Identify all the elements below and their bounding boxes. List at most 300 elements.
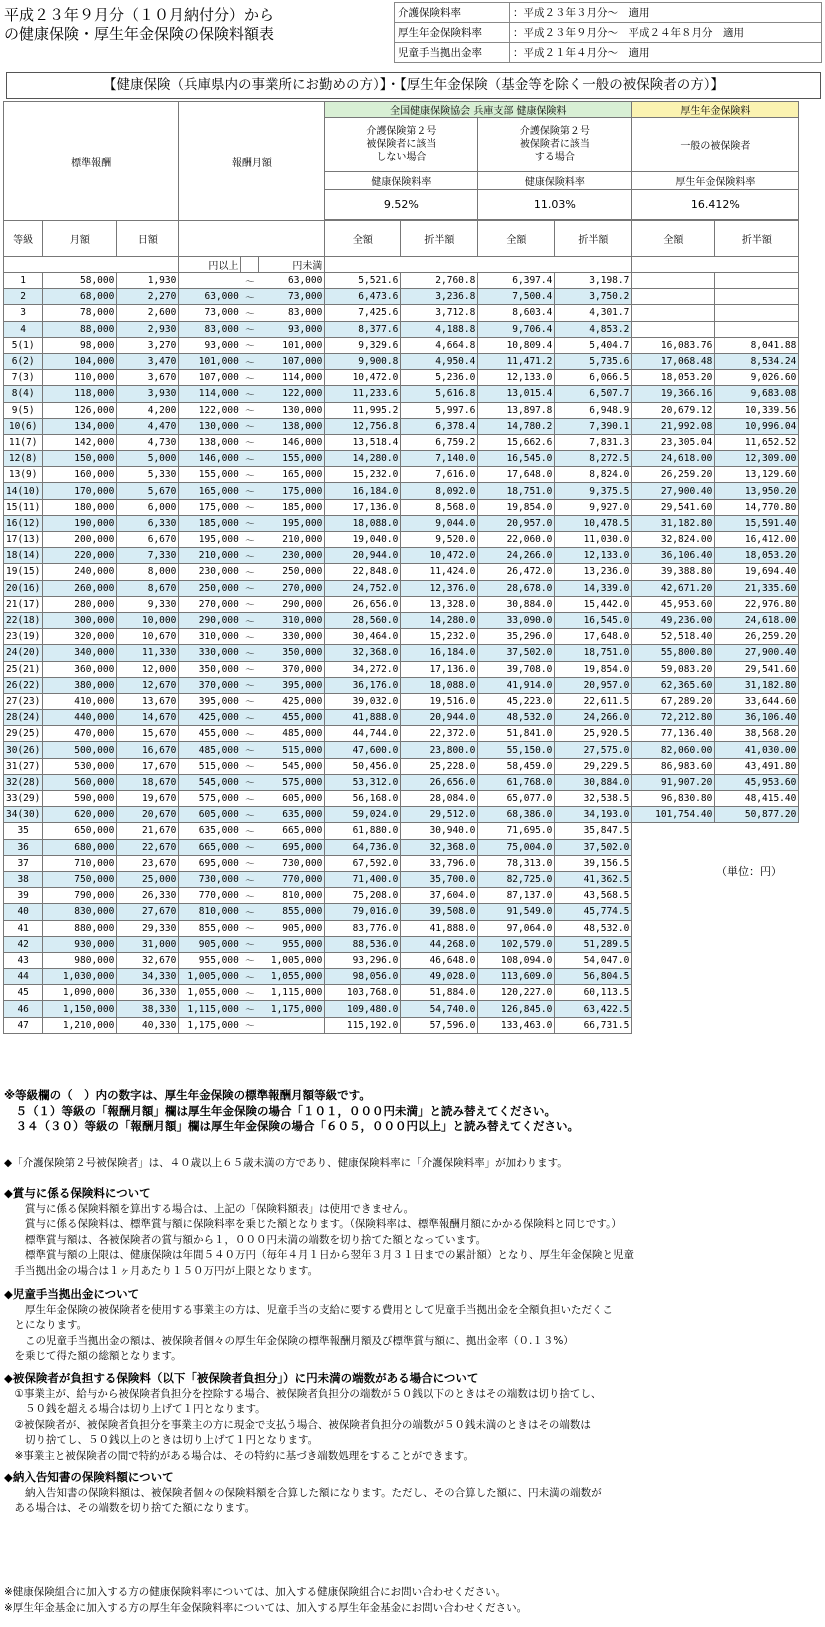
cell-tokyu: 36 bbox=[4, 839, 43, 855]
table-row bbox=[4, 499, 799, 515]
table-row bbox=[4, 871, 799, 887]
cell-zengaku-no: 93,296.0 bbox=[325, 952, 401, 968]
table-row bbox=[4, 1001, 799, 1017]
cell-zengaku-yes: 91,549.0 bbox=[478, 904, 555, 920]
cell-sehan-no: 54,740.0 bbox=[401, 1001, 478, 1017]
cell-nichigaku: 7,330 bbox=[117, 548, 179, 564]
cell-kosei-none bbox=[715, 823, 799, 839]
cell-zengaku-no: 88,536.0 bbox=[325, 936, 401, 952]
cell-sehan-no: 23,800.0 bbox=[401, 742, 478, 758]
cell-kosei-none bbox=[715, 904, 799, 920]
cell-zengaku-yes: 41,914.0 bbox=[478, 677, 555, 693]
cell-tokyu: 37 bbox=[4, 855, 43, 871]
cell-zengaku-yes: 113,609.0 bbox=[478, 969, 555, 985]
cell-nichigaku: 2,600 bbox=[117, 305, 179, 321]
cell-kosei-none bbox=[632, 904, 715, 920]
table-row bbox=[4, 564, 799, 580]
cell-nichigaku: 11,330 bbox=[117, 645, 179, 661]
range-tilde-blank bbox=[241, 257, 259, 273]
col-zengaku: 全額 bbox=[478, 221, 555, 257]
cell-ijo: 185,000 bbox=[179, 515, 241, 531]
table-row bbox=[4, 693, 799, 709]
cell-tokyu: 33(29) bbox=[4, 791, 43, 807]
cell-miman: 855,000 bbox=[259, 904, 325, 920]
miman-label: 円未満 bbox=[259, 257, 325, 273]
table-row bbox=[4, 985, 799, 1001]
cell-sehan-yes: 48,532.0 bbox=[555, 920, 632, 936]
cell-ijo: 210,000 bbox=[179, 548, 241, 564]
cell-getsugaku: 98,000 bbox=[43, 337, 117, 353]
rate-label: 健康保険料率 bbox=[478, 172, 632, 190]
cell-zengaku-no: 24,752.0 bbox=[325, 580, 401, 596]
kenpo-blank bbox=[325, 257, 632, 273]
cell-kosei-empty bbox=[715, 273, 799, 289]
cell-kosei-none bbox=[632, 855, 715, 871]
cell-sehan-no: 4,664.8 bbox=[401, 337, 478, 353]
cell-sehan-kosei: 33,644.60 bbox=[715, 693, 799, 709]
info-row bbox=[395, 3, 822, 23]
cell-tokyu: 45 bbox=[4, 985, 43, 1001]
cell-sehan-no: 22,372.0 bbox=[401, 726, 478, 742]
table-row bbox=[4, 321, 799, 337]
cell-sehan-no: 28,084.0 bbox=[401, 791, 478, 807]
table-row bbox=[4, 1017, 799, 1033]
cell-sehan-no: 5,616.8 bbox=[401, 386, 478, 402]
cell-zengaku-yes: 20,957.0 bbox=[478, 515, 555, 531]
info-value: ：平成２３年３月分～ 適用 bbox=[510, 3, 822, 23]
cell-sehan-yes: 43,568.5 bbox=[555, 888, 632, 904]
cell-miman: 955,000 bbox=[259, 936, 325, 952]
cell-tokyu: 30(26) bbox=[4, 742, 43, 758]
cell-getsugaku: 340,000 bbox=[43, 645, 117, 661]
cell-zengaku-no: 71,400.0 bbox=[325, 871, 401, 887]
cell-tokyu: 3 bbox=[4, 305, 43, 321]
cell-zengaku-yes: 11,471.2 bbox=[478, 353, 555, 369]
cell-sehan-yes: 9,927.0 bbox=[555, 499, 632, 515]
cell-sehan-no: 49,028.0 bbox=[401, 969, 478, 985]
cell-nichigaku: 38,330 bbox=[117, 1001, 179, 1017]
cell-tilde: ～ bbox=[241, 402, 259, 418]
cell-nichigaku: 6,670 bbox=[117, 532, 179, 548]
cell-ijo: 1,055,000 bbox=[179, 985, 241, 1001]
cell-ijo: 175,000 bbox=[179, 499, 241, 515]
cell-ijo: 310,000 bbox=[179, 629, 241, 645]
cell-zengaku-yes: 12,133.0 bbox=[478, 370, 555, 386]
cell-sehan-yes: 32,538.5 bbox=[555, 791, 632, 807]
cell-tilde: ～ bbox=[241, 321, 259, 337]
cell-sehan-no: 19,516.0 bbox=[401, 693, 478, 709]
cell-zengaku-no: 59,024.0 bbox=[325, 807, 401, 823]
cell-sehan-yes: 25,920.5 bbox=[555, 726, 632, 742]
cell-zengaku-yes: 37,502.0 bbox=[478, 645, 555, 661]
cell-kosei-none bbox=[632, 1001, 715, 1017]
cell-zengaku-no: 10,472.0 bbox=[325, 370, 401, 386]
footer-kenpo-kumiai: ※健康保険組合に加入する方の健康保険料率については、加入する健康保険組合にお問い合わせください。 bbox=[4, 1586, 507, 1598]
cell-tilde: ～ bbox=[241, 370, 259, 386]
cell-nichigaku: 3,670 bbox=[117, 370, 179, 386]
cell-zengaku-no: 109,480.0 bbox=[325, 1001, 401, 1017]
cell-tokyu: 5(1) bbox=[4, 337, 43, 353]
cell-nichigaku: 6,330 bbox=[117, 515, 179, 531]
cell-sehan-yes: 3,198.7 bbox=[555, 273, 632, 289]
cell-nichigaku: 10,670 bbox=[117, 629, 179, 645]
table-row bbox=[4, 645, 799, 661]
cell-zengaku-kosei: 91,907.20 bbox=[632, 774, 715, 790]
cell-miman: 1,005,000 bbox=[259, 952, 325, 968]
cell-getsugaku: 118,000 bbox=[43, 386, 117, 402]
cell-tokyu: 26(22) bbox=[4, 677, 43, 693]
cell-getsugaku: 1,150,000 bbox=[43, 1001, 117, 1017]
cell-zengaku-yes: 58,459.0 bbox=[478, 758, 555, 774]
table-row bbox=[4, 548, 799, 564]
cell-zengaku-no: 19,040.0 bbox=[325, 532, 401, 548]
cell-getsugaku: 200,000 bbox=[43, 532, 117, 548]
cell-zengaku-kosei: 29,541.60 bbox=[632, 499, 715, 515]
cell-zengaku-yes: 24,266.0 bbox=[478, 548, 555, 564]
cell-tokyu: 4 bbox=[4, 321, 43, 337]
cell-kosei-empty bbox=[632, 273, 715, 289]
info-row bbox=[395, 23, 822, 43]
cell-tokyu: 18(14) bbox=[4, 548, 43, 564]
cell-nichigaku: 9,330 bbox=[117, 596, 179, 612]
cell-getsugaku: 220,000 bbox=[43, 548, 117, 564]
cell-ijo: 810,000 bbox=[179, 904, 241, 920]
table-row bbox=[4, 823, 799, 839]
cell-nichigaku: 4,200 bbox=[117, 402, 179, 418]
cell-tokyu: 20(16) bbox=[4, 580, 43, 596]
cell-miman: 330,000 bbox=[259, 629, 325, 645]
col-sehan: 折半額 bbox=[555, 221, 632, 257]
table-banner: 【健康保険（兵庫県内の事業所にお勤めの方）】・【厚生年金保険（基金等を除く一般の被保険者の方）】 bbox=[6, 72, 821, 99]
cell-nichigaku: 31,000 bbox=[117, 936, 179, 952]
cell-sehan-no: 15,232.0 bbox=[401, 629, 478, 645]
cell-nichigaku: 27,670 bbox=[117, 904, 179, 920]
cell-zengaku-yes: 48,532.0 bbox=[478, 710, 555, 726]
cell-sehan-no: 5,236.0 bbox=[401, 370, 478, 386]
cell-tokyu: 35 bbox=[4, 823, 43, 839]
cell-sehan-kosei: 11,652.52 bbox=[715, 434, 799, 450]
cell-zengaku-no: 17,136.0 bbox=[325, 499, 401, 515]
cell-sehan-kosei: 10,996.04 bbox=[715, 418, 799, 434]
cell-sehan-no: 18,088.0 bbox=[401, 677, 478, 693]
cell-miman: 485,000 bbox=[259, 726, 325, 742]
col-tokyu: 等級 bbox=[4, 221, 43, 257]
cell-ijo: 605,000 bbox=[179, 807, 241, 823]
cell-tilde: ～ bbox=[241, 661, 259, 677]
cell-tilde: ～ bbox=[241, 273, 259, 289]
cell-sehan-kosei: 36,106.40 bbox=[715, 710, 799, 726]
cell-getsugaku: 240,000 bbox=[43, 564, 117, 580]
cell-miman: 310,000 bbox=[259, 612, 325, 628]
cell-getsugaku: 880,000 bbox=[43, 920, 117, 936]
cell-ijo: 101,000 bbox=[179, 353, 241, 369]
cell-sehan-no: 20,944.0 bbox=[401, 710, 478, 726]
cell-sehan-kosei: 12,309.00 bbox=[715, 451, 799, 467]
cell-kosei-none bbox=[632, 1017, 715, 1033]
cell-miman: 107,000 bbox=[259, 353, 325, 369]
cell-getsugaku: 380,000 bbox=[43, 677, 117, 693]
cell-zengaku-kosei: 17,068.48 bbox=[632, 353, 715, 369]
cell-zengaku-yes: 10,809.4 bbox=[478, 337, 555, 353]
col-kaigo-yes bbox=[478, 118, 632, 172]
cell-getsugaku: 470,000 bbox=[43, 726, 117, 742]
cell-zengaku-kosei: 55,800.80 bbox=[632, 645, 715, 661]
cell-zengaku-yes: 75,004.0 bbox=[478, 839, 555, 855]
cell-zengaku-yes: 108,094.0 bbox=[478, 952, 555, 968]
cell-zengaku-kosei: 82,060.00 bbox=[632, 742, 715, 758]
cell-sehan-no: 37,604.0 bbox=[401, 888, 478, 904]
rate-info-table bbox=[394, 2, 822, 63]
note-kaigo: ◆「介護保険第２号被保険者」は、４０歳以上６５歳未満の方であり、健康保険料率に「介護保険料率」が加わります。 bbox=[4, 1157, 568, 1169]
cell-tokyu: 32(28) bbox=[4, 774, 43, 790]
cell-sehan-kosei: 13,129.60 bbox=[715, 467, 799, 483]
cell-ijo: 1,005,000 bbox=[179, 969, 241, 985]
cell-zengaku-kosei: 86,983.60 bbox=[632, 758, 715, 774]
table-row bbox=[4, 434, 799, 450]
cell-sehan-yes: 30,884.0 bbox=[555, 774, 632, 790]
cell-getsugaku: 320,000 bbox=[43, 629, 117, 645]
col-sehan: 折半額 bbox=[401, 221, 478, 257]
cell-zengaku-yes: 35,296.0 bbox=[478, 629, 555, 645]
cell-zengaku-no: 83,776.0 bbox=[325, 920, 401, 936]
table-row bbox=[4, 386, 799, 402]
cell-sehan-yes: 14,339.0 bbox=[555, 580, 632, 596]
cell-zengaku-kosei: 96,830.80 bbox=[632, 791, 715, 807]
cell-nichigaku: 15,670 bbox=[117, 726, 179, 742]
cell-nichigaku: 3,270 bbox=[117, 337, 179, 353]
section-jido-title: ◆児童手当拠出金について bbox=[4, 1287, 140, 1301]
ijo-label: 円以上 bbox=[179, 257, 241, 273]
cell-tilde: ～ bbox=[241, 1001, 259, 1017]
cell-ijo: 73,000 bbox=[179, 305, 241, 321]
cell-zengaku-yes: 9,706.4 bbox=[478, 321, 555, 337]
cell-nichigaku: 2,930 bbox=[117, 321, 179, 337]
cell-zengaku-yes: 68,386.0 bbox=[478, 807, 555, 823]
cell-sehan-kosei: 31,182.80 bbox=[715, 677, 799, 693]
table-row bbox=[4, 515, 799, 531]
cell-sehan-kosei: 10,339.56 bbox=[715, 402, 799, 418]
cell-ijo: 395,000 bbox=[179, 693, 241, 709]
cell-zengaku-yes: 7,500.4 bbox=[478, 289, 555, 305]
cell-zengaku-no: 22,848.0 bbox=[325, 564, 401, 580]
cell-sehan-kosei: 9,026.60 bbox=[715, 370, 799, 386]
cell-getsugaku: 68,000 bbox=[43, 289, 117, 305]
cell-sehan-kosei: 21,335.60 bbox=[715, 580, 799, 596]
cell-kosei-empty bbox=[632, 321, 715, 337]
cell-ijo: 905,000 bbox=[179, 936, 241, 952]
cell-zengaku-no: 53,312.0 bbox=[325, 774, 401, 790]
cell-tokyu: 9(5) bbox=[4, 402, 43, 418]
cell-kosei-none bbox=[715, 839, 799, 855]
kosei-blank bbox=[632, 257, 799, 273]
cell-nichigaku: 3,930 bbox=[117, 386, 179, 402]
cell-zengaku-yes: 33,090.0 bbox=[478, 612, 555, 628]
cell-zengaku-yes: 14,780.2 bbox=[478, 418, 555, 434]
cell-getsugaku: 560,000 bbox=[43, 774, 117, 790]
cell-sehan-yes: 7,390.1 bbox=[555, 418, 632, 434]
cell-sehan-yes: 39,156.5 bbox=[555, 855, 632, 871]
info-label: 厚生年金保険料率 bbox=[395, 23, 510, 43]
table-row bbox=[4, 353, 799, 369]
cell-nichigaku: 4,730 bbox=[117, 434, 179, 450]
cell-zengaku-no: 64,736.0 bbox=[325, 839, 401, 855]
cell-miman: 73,000 bbox=[259, 289, 325, 305]
cell-ijo: 635,000 bbox=[179, 823, 241, 839]
cell-nichigaku: 21,670 bbox=[117, 823, 179, 839]
cell-zengaku-no: 44,744.0 bbox=[325, 726, 401, 742]
cell-miman: 101,000 bbox=[259, 337, 325, 353]
cell-getsugaku: 190,000 bbox=[43, 515, 117, 531]
cell-miman: 270,000 bbox=[259, 580, 325, 596]
cell-ijo: 955,000 bbox=[179, 952, 241, 968]
cell-sehan-no: 51,884.0 bbox=[401, 985, 478, 1001]
table-row bbox=[4, 289, 799, 305]
cell-ijo: 155,000 bbox=[179, 467, 241, 483]
cell-getsugaku: 980,000 bbox=[43, 952, 117, 968]
cell-sehan-yes: 56,804.5 bbox=[555, 969, 632, 985]
cell-kosei-empty bbox=[632, 289, 715, 305]
cell-sehan-yes: 24,266.0 bbox=[555, 710, 632, 726]
cell-sehan-yes: 16,545.0 bbox=[555, 612, 632, 628]
cell-tokyu: 11(7) bbox=[4, 434, 43, 450]
cell-sehan-kosei: 19,694.40 bbox=[715, 564, 799, 580]
note-tokyu: ※等級欄の（ ）内の数字は、厚生年金保険の標準報酬月額等級です。 bbox=[4, 1088, 371, 1102]
cell-tilde: ～ bbox=[241, 742, 259, 758]
cell-zengaku-no: 50,456.0 bbox=[325, 758, 401, 774]
cell-sehan-yes: 27,575.0 bbox=[555, 742, 632, 758]
cell-kosei-none bbox=[632, 871, 715, 887]
cell-getsugaku: 260,000 bbox=[43, 580, 117, 596]
cell-sehan-no: 6,378.4 bbox=[401, 418, 478, 434]
cell-nichigaku: 23,670 bbox=[117, 855, 179, 871]
table-row bbox=[4, 855, 799, 871]
cell-sehan-no: 46,648.0 bbox=[401, 952, 478, 968]
cell-zengaku-yes: 87,137.0 bbox=[478, 888, 555, 904]
cell-sehan-kosei: 8,041.88 bbox=[715, 337, 799, 353]
cell-zengaku-yes: 71,695.0 bbox=[478, 823, 555, 839]
cell-nichigaku: 19,670 bbox=[117, 791, 179, 807]
cell-ijo: 425,000 bbox=[179, 710, 241, 726]
cell-tilde: ～ bbox=[241, 904, 259, 920]
cell-sehan-yes: 5,735.6 bbox=[555, 353, 632, 369]
cell-sehan-yes: 13,236.0 bbox=[555, 564, 632, 580]
cell-sehan-no: 29,512.0 bbox=[401, 807, 478, 823]
cell-tokyu: 19(15) bbox=[4, 564, 43, 580]
cell-sehan-yes: 4,301.7 bbox=[555, 305, 632, 321]
cell-nichigaku: 34,330 bbox=[117, 969, 179, 985]
cell-tokyu: 25(21) bbox=[4, 661, 43, 677]
cell-getsugaku: 930,000 bbox=[43, 936, 117, 952]
cell-tokyu: 43 bbox=[4, 952, 43, 968]
cell-tilde: ～ bbox=[241, 612, 259, 628]
cell-zengaku-yes: 120,227.0 bbox=[478, 985, 555, 1001]
cell-ijo: 1,175,000 bbox=[179, 1017, 241, 1033]
cell-tilde: ～ bbox=[241, 871, 259, 887]
cell-zengaku-kosei: 16,083.76 bbox=[632, 337, 715, 353]
cell-getsugaku: 88,000 bbox=[43, 321, 117, 337]
table-row bbox=[4, 402, 799, 418]
cell-kosei-empty bbox=[632, 305, 715, 321]
cell-ijo: 83,000 bbox=[179, 321, 241, 337]
cell-tokyu: 12(8) bbox=[4, 451, 43, 467]
cell-kosei-none bbox=[715, 952, 799, 968]
table-row bbox=[4, 677, 799, 693]
cell-miman: 515,000 bbox=[259, 742, 325, 758]
cell-ijo: 114,000 bbox=[179, 386, 241, 402]
cell-sehan-no: 26,656.0 bbox=[401, 774, 478, 790]
cell-miman: 175,000 bbox=[259, 483, 325, 499]
cell-ijo: 330,000 bbox=[179, 645, 241, 661]
section-nonyu-title: ◆納入告知書の保険料額について bbox=[4, 1470, 174, 1484]
cell-kosei-none bbox=[632, 969, 715, 985]
section-jido-body: 厚生年金保険の被保険者を使用する事業主の方は、児童手当の支給に要する費用として児童手当拠出金を全額負担いただくこ とになります。 この児童手当拠出金の額は、被保険者個々の厚生年金保険の標準報酬月額及び標準賞与額に、拠出金率（０.１３%） を乗じて得た額の総額となります。 bbox=[14, 1303, 613, 1362]
section-nonyu bbox=[4, 1470, 819, 1517]
cell-miman: 1,115,000 bbox=[259, 985, 325, 1001]
cell-getsugaku: 360,000 bbox=[43, 661, 117, 677]
cell-getsugaku: 78,000 bbox=[43, 305, 117, 321]
cell-sehan-yes: 6,066.5 bbox=[555, 370, 632, 386]
cell-miman: 230,000 bbox=[259, 548, 325, 564]
cell-tokyu: 7(3) bbox=[4, 370, 43, 386]
cell-nichigaku: 25,000 bbox=[117, 871, 179, 887]
cell-tokyu: 27(23) bbox=[4, 693, 43, 709]
cell-zengaku-no: 15,232.0 bbox=[325, 467, 401, 483]
cell-zengaku-no: 7,425.6 bbox=[325, 305, 401, 321]
cell-sehan-no: 25,228.0 bbox=[401, 758, 478, 774]
cell-ijo: 230,000 bbox=[179, 564, 241, 580]
cell-sehan-kosei: 18,053.20 bbox=[715, 548, 799, 564]
cell-sehan-no: 5,997.6 bbox=[401, 402, 478, 418]
col-kaigo-yes-label: 介護保険第２号 被保険者に該当 する場合 bbox=[519, 126, 590, 163]
title-line-2: の健康保険・厚生年金保険の保険料額表 bbox=[4, 25, 275, 43]
cell-miman: 1,175,000 bbox=[259, 1001, 325, 1017]
cell-sehan-no: 3,712.8 bbox=[401, 305, 478, 321]
cell-ijo: 485,000 bbox=[179, 742, 241, 758]
cell-nichigaku: 29,330 bbox=[117, 920, 179, 936]
cell-nichigaku: 5,000 bbox=[117, 451, 179, 467]
cell-zengaku-no: 9,900.8 bbox=[325, 353, 401, 369]
cell-zengaku-no: 98,056.0 bbox=[325, 969, 401, 985]
cell-kosei-none bbox=[715, 985, 799, 1001]
cell-zengaku-no: 61,880.0 bbox=[325, 823, 401, 839]
cell-zengaku-yes: 17,648.0 bbox=[478, 467, 555, 483]
cell-getsugaku: 410,000 bbox=[43, 693, 117, 709]
cell-tilde: ～ bbox=[241, 774, 259, 790]
cell-sehan-no: 17,136.0 bbox=[401, 661, 478, 677]
cell-sehan-yes: 20,957.0 bbox=[555, 677, 632, 693]
cell-miman: 130,000 bbox=[259, 402, 325, 418]
hoshu-getsugaku-header bbox=[179, 102, 325, 221]
cell-tilde: ～ bbox=[241, 791, 259, 807]
cell-ijo: 665,000 bbox=[179, 839, 241, 855]
cell-sehan-no: 7,140.0 bbox=[401, 451, 478, 467]
cell-nichigaku: 40,330 bbox=[117, 1017, 179, 1033]
cell-miman: 122,000 bbox=[259, 386, 325, 402]
cell-kosei-none bbox=[632, 952, 715, 968]
cell-miman bbox=[259, 1017, 325, 1033]
cell-ijo: 130,000 bbox=[179, 418, 241, 434]
cell-nichigaku: 20,670 bbox=[117, 807, 179, 823]
cell-sehan-no: 4,950.4 bbox=[401, 353, 478, 369]
cell-zengaku-no: 11,233.6 bbox=[325, 386, 401, 402]
cell-tilde: ～ bbox=[241, 515, 259, 531]
cell-miman: 83,000 bbox=[259, 305, 325, 321]
cell-tokyu: 40 bbox=[4, 904, 43, 920]
cell-sehan-kosei: 27,900.40 bbox=[715, 645, 799, 661]
cell-zengaku-yes: 78,313.0 bbox=[478, 855, 555, 871]
notes-block bbox=[4, 1088, 819, 1135]
info-label: 児童手当拠出金率 bbox=[395, 43, 510, 63]
